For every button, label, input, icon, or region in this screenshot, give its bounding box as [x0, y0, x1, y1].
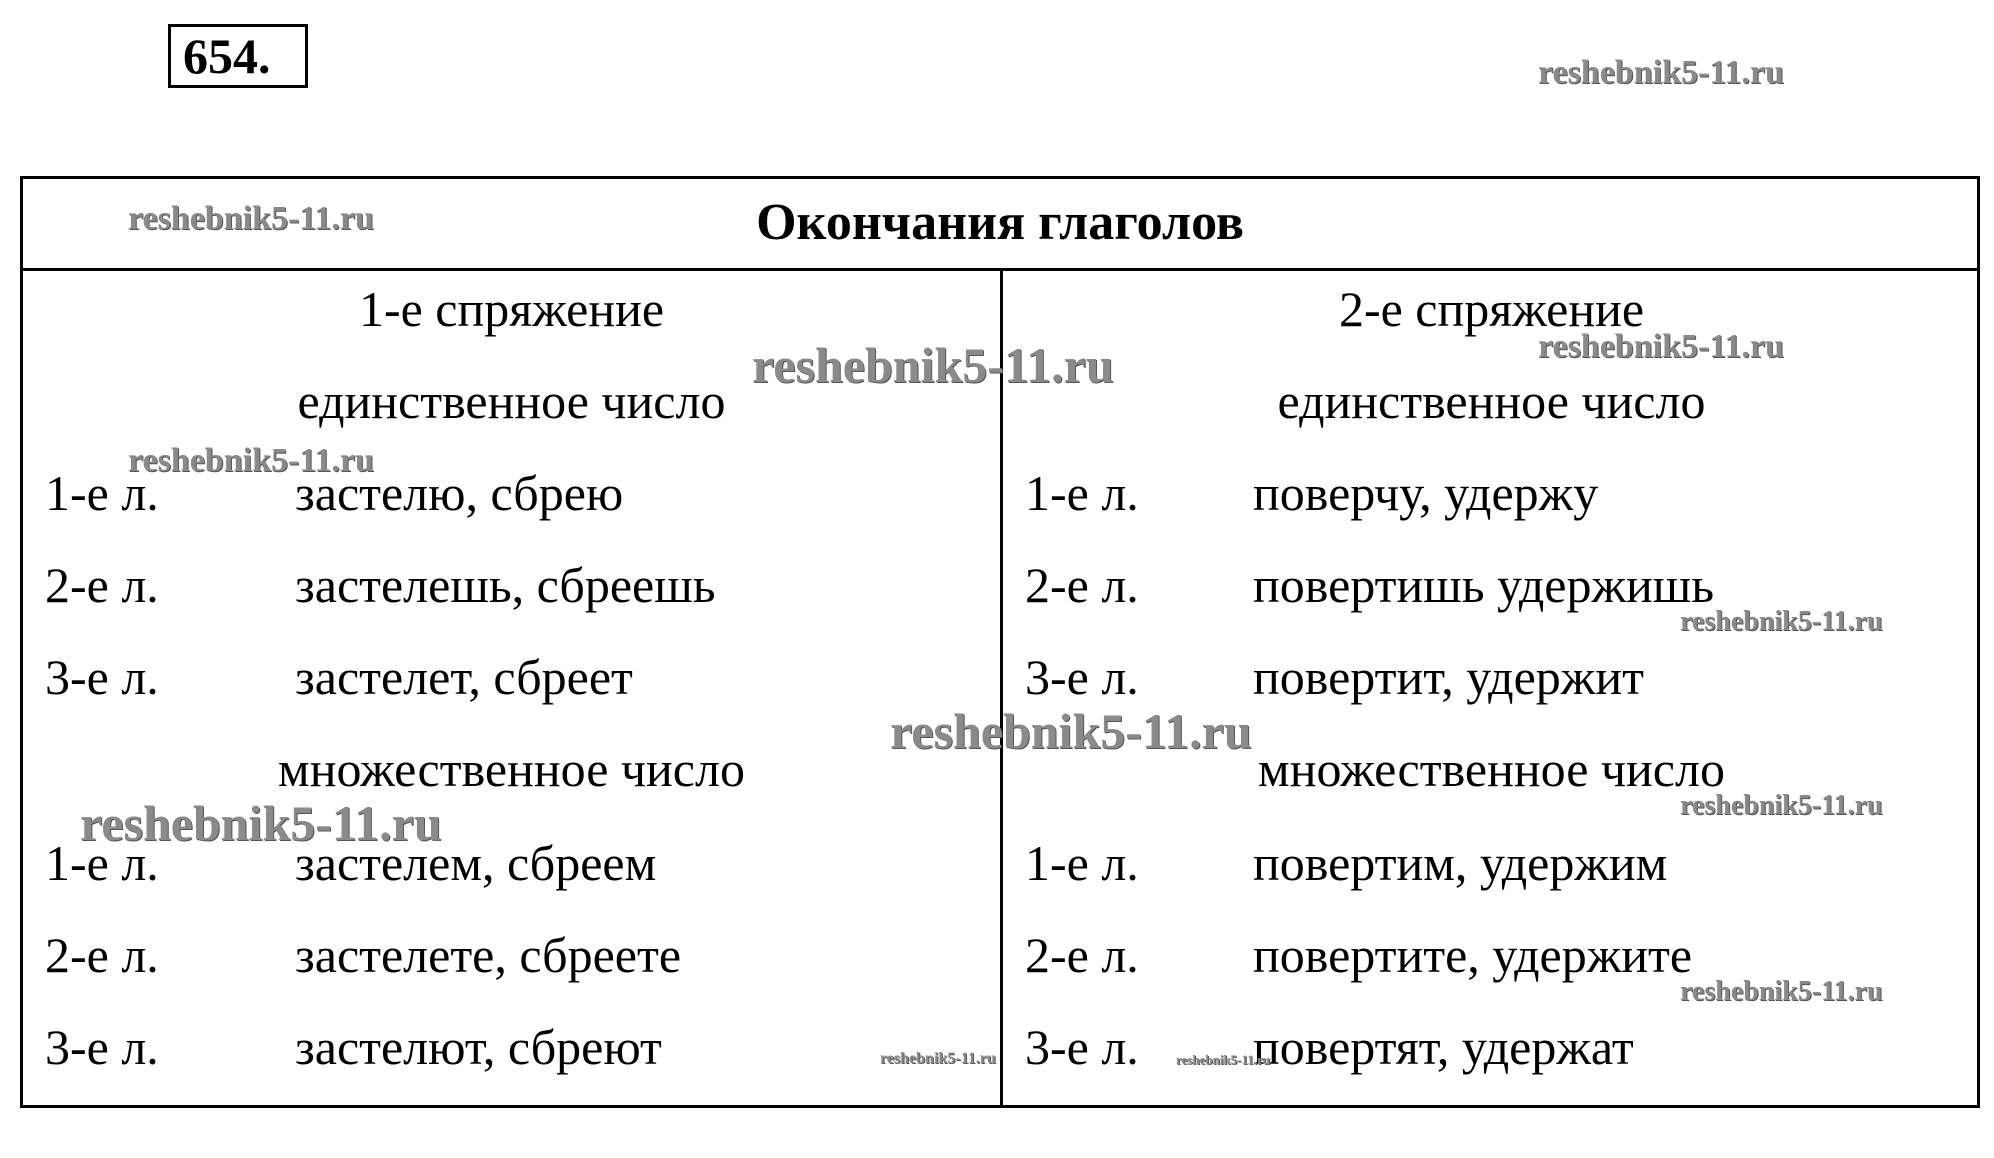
person-label: 2-е л. [45, 557, 159, 613]
table-row [23, 555, 1000, 615]
person-label: 3-е л. [45, 1019, 159, 1075]
person-label: 1-е л. [1025, 835, 1139, 891]
person-label: 2-е л. [45, 927, 159, 983]
watermark: reshebnik5-11.ru [1680, 976, 1883, 1007]
verb-forms: повертишь удержишь [1253, 557, 1715, 613]
watermark: reshebnik5-11.ru [880, 1050, 996, 1067]
watermark: reshebnik5-11.ru [1538, 54, 1784, 91]
table-row [1003, 647, 1980, 707]
verb-forms: поверчу, удержу [1253, 465, 1599, 521]
watermark: reshebnik5-11.ru [890, 703, 1252, 759]
watermark: reshebnik5-11.ru [1680, 790, 1883, 821]
person-label: 1-е л. [1025, 465, 1139, 521]
exercise-number: 654. [168, 24, 308, 88]
plural-heading: множественное число [1258, 741, 1725, 797]
watermark: reshebnik5-11.ru [80, 795, 442, 851]
table-row [23, 925, 1000, 985]
verb-forms: застелют, сбреют [295, 1019, 662, 1075]
person-label: 3-е л. [1025, 649, 1139, 705]
watermark: reshebnik5-11.ru [752, 337, 1114, 393]
table-row [23, 1017, 1000, 1077]
plural-heading: множественное число [278, 741, 745, 797]
watermark: reshebnik5-11.ru [1538, 328, 1784, 365]
verb-forms: застелете, сбреете [295, 927, 682, 983]
table-title: Окончания глаголов [756, 194, 1244, 251]
watermark: reshebnik5-11.ru [1176, 1052, 1271, 1067]
person-label: 3-е л. [45, 649, 159, 705]
verb-forms: повертит, удержит [1253, 649, 1644, 705]
verb-forms: повертят, удержат [1253, 1019, 1634, 1075]
person-label: 3-е л. [1025, 1019, 1139, 1075]
person-label: 2-е л. [1025, 557, 1139, 613]
verb-forms: застелет, сбреет [295, 649, 633, 705]
verb-forms: застелем, сбреем [295, 835, 657, 891]
singular-heading: единственное число [1277, 373, 1706, 429]
verb-endings-table [20, 176, 1980, 1108]
conjugation-heading: 1-е спряжение [358, 281, 665, 337]
verb-forms: повертите, удержите [1253, 927, 1693, 983]
conjugation-heading: 2-е спряжение [1338, 281, 1645, 337]
person-label: 2-е л. [1025, 927, 1139, 983]
verb-forms: застелешь, сбреешь [295, 557, 716, 613]
first-conjugation-column [23, 271, 1000, 1108]
watermark: reshebnik5-11.ru [128, 200, 374, 237]
singular-heading: единственное число [297, 373, 726, 429]
table-row [1003, 833, 1980, 893]
watermark: reshebnik5-11.ru [128, 442, 374, 479]
verb-forms: повертим, удержим [1253, 835, 1668, 891]
table-row [23, 647, 1000, 707]
person-label: 1-е л. [45, 835, 159, 891]
verb-forms: застелю, сбрею [295, 465, 624, 521]
table-row [1003, 463, 1980, 523]
person-label: 1-е л. [45, 465, 159, 521]
table-row [1003, 1017, 1980, 1077]
watermark: reshebnik5-11.ru [1680, 606, 1883, 637]
